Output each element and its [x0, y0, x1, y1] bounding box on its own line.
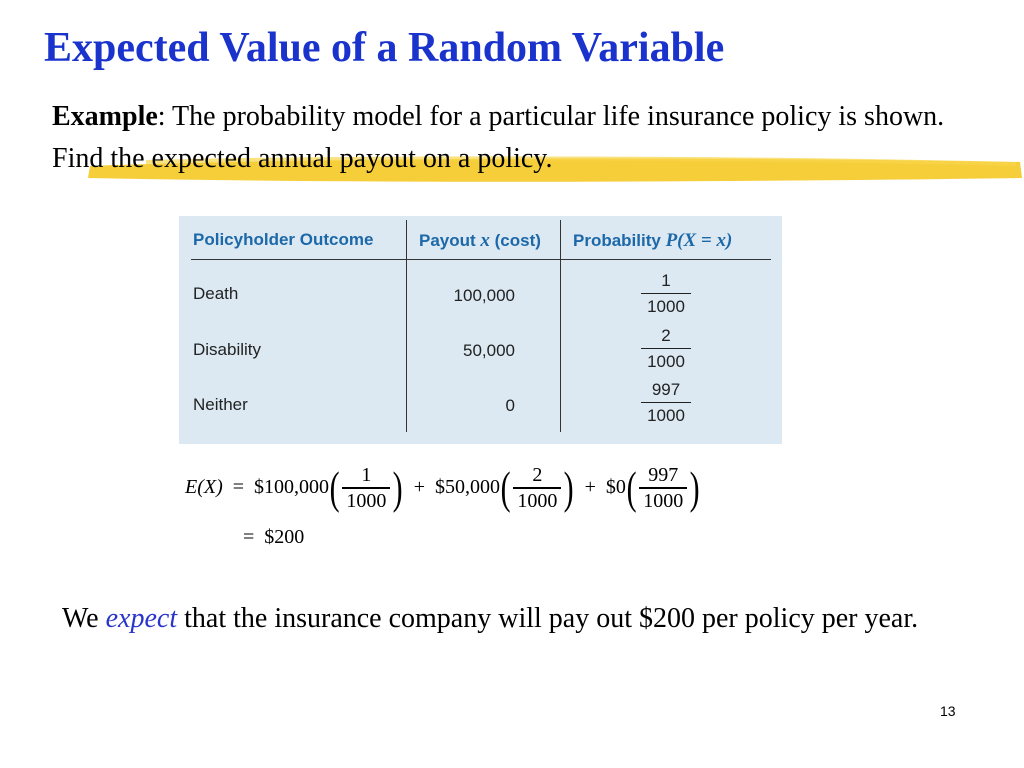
conclusion-paragraph: [62, 598, 992, 640]
row-outcome: Disability: [193, 340, 262, 359]
right-paren: ): [563, 461, 574, 513]
left-paren: (: [329, 461, 340, 513]
term2-coefficient: $50,000: [434, 476, 500, 499]
expected-value-formula: [185, 461, 701, 513]
plus-sign: +: [584, 476, 596, 499]
conclusion-before: We: [62, 603, 106, 634]
header-outcome: Policyholder Outcome: [193, 230, 374, 249]
numerator: 1: [361, 464, 372, 486]
row-outcome: Death: [193, 284, 239, 303]
row-probability: [641, 379, 691, 427]
formula-result-line: [243, 526, 304, 549]
header-prob-prefix: Probability: [573, 231, 666, 250]
fraction-bar: [641, 348, 691, 349]
term3-fraction: [641, 464, 685, 512]
prob-numerator: 997: [651, 380, 681, 399]
right-paren: ): [689, 461, 700, 513]
left-paren: (: [626, 461, 637, 513]
example-paragraph: [52, 96, 952, 180]
plus-sign: +: [413, 476, 425, 499]
header-payout-var: x: [480, 230, 490, 251]
row-probability: [641, 325, 691, 373]
header-probability: [573, 230, 732, 252]
slide-title: Expected Value of a Random Variable: [44, 25, 725, 71]
page-number: 13: [940, 703, 956, 719]
term2-fraction: [515, 464, 559, 512]
formula-result: $200: [264, 526, 305, 548]
equals-sign: =: [232, 476, 245, 499]
header-prob-expr: P(X = x): [665, 230, 733, 251]
numerator: 997: [648, 464, 679, 486]
fraction-bar: [639, 487, 687, 489]
prob-numerator: 2: [661, 326, 671, 345]
probability-table: [179, 216, 782, 444]
row-payout: 100,000: [453, 286, 515, 305]
conclusion-emphasis: expect: [105, 603, 178, 634]
prob-numerator: 1: [661, 271, 671, 290]
row-outcome: Neither: [193, 395, 248, 414]
column-divider: [560, 220, 561, 432]
row-probability: [641, 270, 691, 318]
header-rule: [191, 259, 771, 260]
equals-sign: =: [243, 526, 255, 548]
term1-fraction: [344, 464, 388, 512]
row-payout: 0: [505, 396, 515, 415]
header-payout-prefix: Payout: [419, 231, 481, 250]
denominator: 1000: [346, 489, 387, 512]
fraction-bar: [513, 487, 561, 489]
fraction-bar: [641, 402, 691, 403]
term1-coefficient: $100,000: [254, 476, 330, 499]
header-payout-suffix: (cost): [489, 231, 541, 250]
example-text: : The probability model for a particular life insurance policy is shown. Find the expected annual payout on a policy.: [52, 101, 945, 174]
example-label: Example: [52, 101, 158, 132]
fraction-bar: [641, 293, 691, 294]
prob-denominator: 1000: [647, 297, 685, 316]
right-paren: ): [393, 461, 404, 513]
prob-denominator: 1000: [647, 406, 685, 425]
prob-denominator: 1000: [647, 352, 685, 371]
formula-lhs: E(X): [185, 476, 223, 499]
denominator: 1000: [643, 489, 684, 512]
denominator: 1000: [517, 489, 558, 512]
fraction-bar: [342, 487, 390, 489]
row-payout: 50,000: [463, 341, 515, 360]
conclusion-after: that the insurance company will pay out $200 per policy per year.: [177, 603, 919, 634]
term3-coefficient: $0: [605, 476, 626, 499]
header-payout: [419, 230, 541, 252]
left-paren: (: [500, 461, 511, 513]
numerator: 2: [532, 464, 543, 486]
